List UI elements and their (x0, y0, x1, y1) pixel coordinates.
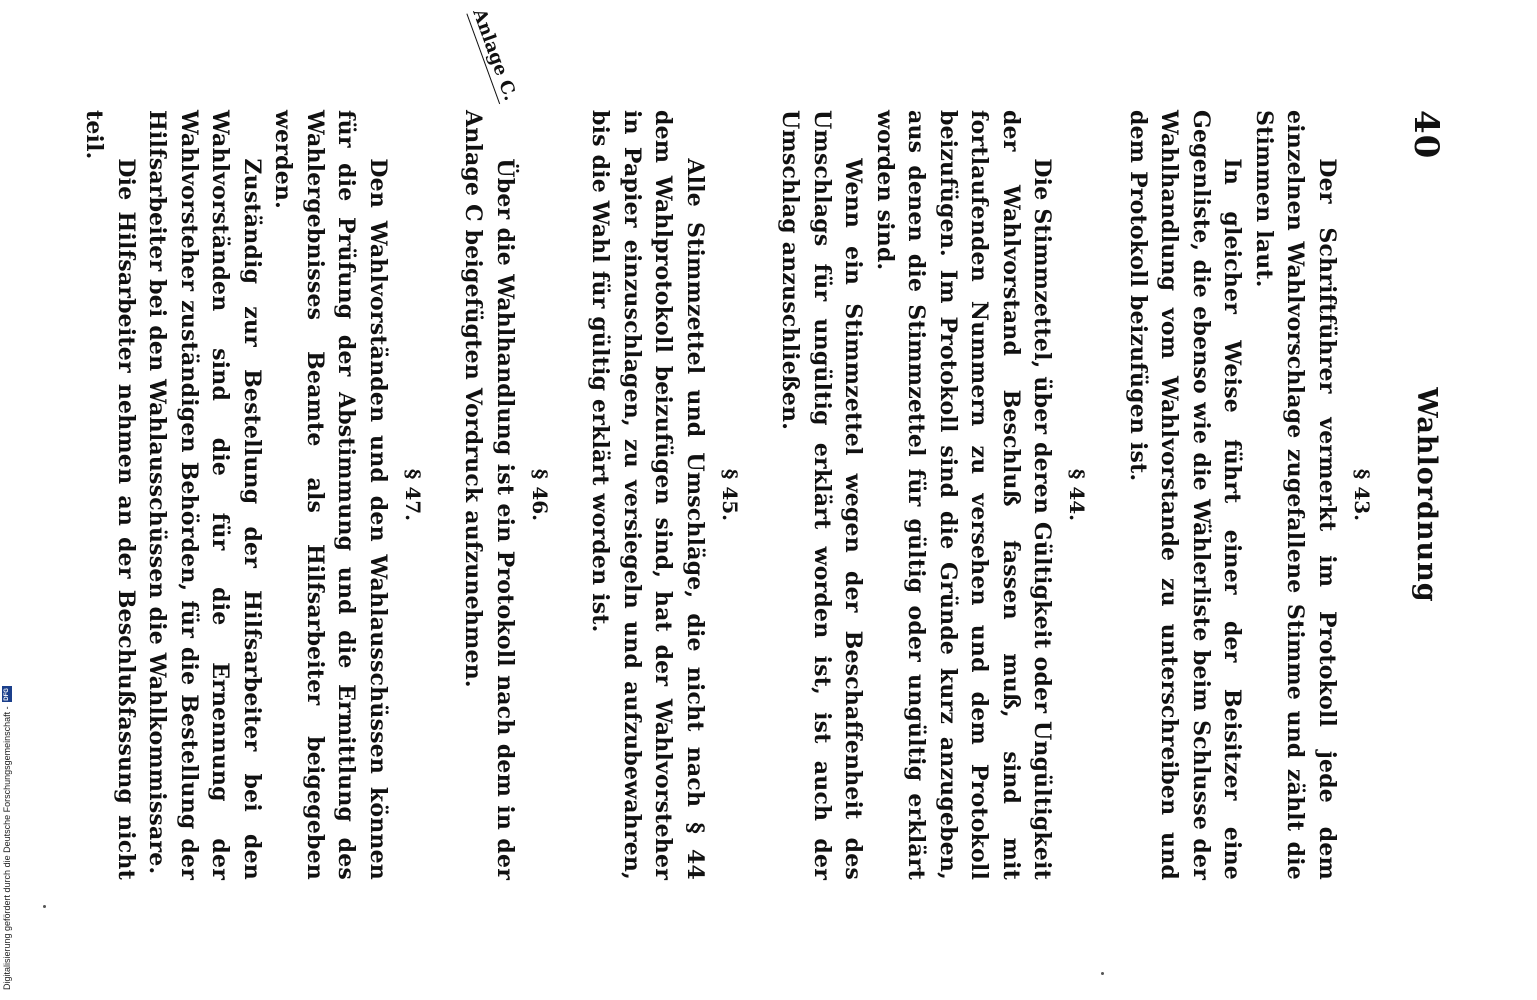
paragraph: In gleicher Weise führt einer der Beisitzer eine Gegenliste, die ebenso wie die Wählerliste beim Schlusse der Wahlhandlung vom Wahlvorstande zu unterschreiben und dem Protokoll beizufügen ist. (1125, 110, 1246, 880)
scan-speck (43, 905, 46, 908)
dfg-logo: DFG (4, 688, 10, 701)
scanned-page (81, 0, 1460, 1000)
section-heading: § 44. (1065, 468, 1090, 522)
paragraph: Den Wahlvorständen und den Wahlausschüssen können für die Prüfung der Abstimmung und die Ermittlung des Wahlergebnisses Beamte als Hilfsarbeiter beigegeben werden. (270, 110, 391, 880)
paragraph: Die Stimmzettel, über deren Gültigkeit oder Ungültigkeit der Wahlvorstand Beschluß fassen muß, sind mit fortlaufenden Nummern zu versehen und dem Protokoll beizufügen. Im Protokoll sind die Gründe kurz anzugeben, aus denen die Stimmzettel für gültig oder ungültig erklärt worden sind. (872, 110, 1056, 880)
paragraph: Zuständig zur Bestellung der Hilfsarbeiter bei den Wahlvorständen sind die für die Ernennung der Wahlvorsteher zuständigen Behörden, für die Bestellung der Hilfsarbeiter bei den Wahlausschüssen die Wahlkommissare. (144, 110, 265, 880)
page-number: 40 (1406, 110, 1446, 160)
section-heading: § 43. (1350, 468, 1374, 522)
paragraph: Über die Wahlhandlung ist ein Protokoll nach dem in der Anlage C beigefügten Vordruck aufzunehmen. (460, 110, 518, 880)
margin-note-anlage-c: Anlage C. (468, 6, 521, 104)
paragraph: Alle Stimmzettel und Umschläge, die nicht nach § 44 dem Wahlprotokoll beizufügen sind, hat der Wahlvorsteher in Papier einzuschlagen, zu versiegeln und aufzubewahren, bis die Wahl für gültig erklärt worden ist. (587, 110, 708, 880)
section-44 (774, 60, 1092, 930)
section-46 (457, 60, 554, 930)
page-title: Wahlordnung (1411, 387, 1442, 603)
paragraph: Der Schriftführer vermerkt im Protokoll jede dem einzelnen Wahlvorschlage zugefallene Stimme und zählt die Stimmen laut. (1251, 110, 1340, 880)
section-47 (78, 60, 427, 930)
section-45 (584, 60, 744, 930)
paragraph: Wenn ein Stimmzettel wegen der Beschaffenheit des Umschlags für ungültig erklärt worden ist, ist auch der Umschlag anzuschließen. (777, 110, 867, 880)
section-heading: § 46. (528, 468, 552, 522)
paragraph: Die Hilfsarbeiter nehmen an der Beschlußfassung nicht teil. (81, 110, 139, 880)
digitization-credit (2, 686, 12, 990)
section-heading: § 47. (401, 468, 425, 522)
section-43 (1122, 60, 1377, 930)
credit-text: Digitalisierung gefördert durch die Deutsche Forschungsgemeinschaft - (2, 706, 12, 990)
section-heading: § 45. (718, 468, 742, 522)
running-head (1380, 60, 1460, 930)
